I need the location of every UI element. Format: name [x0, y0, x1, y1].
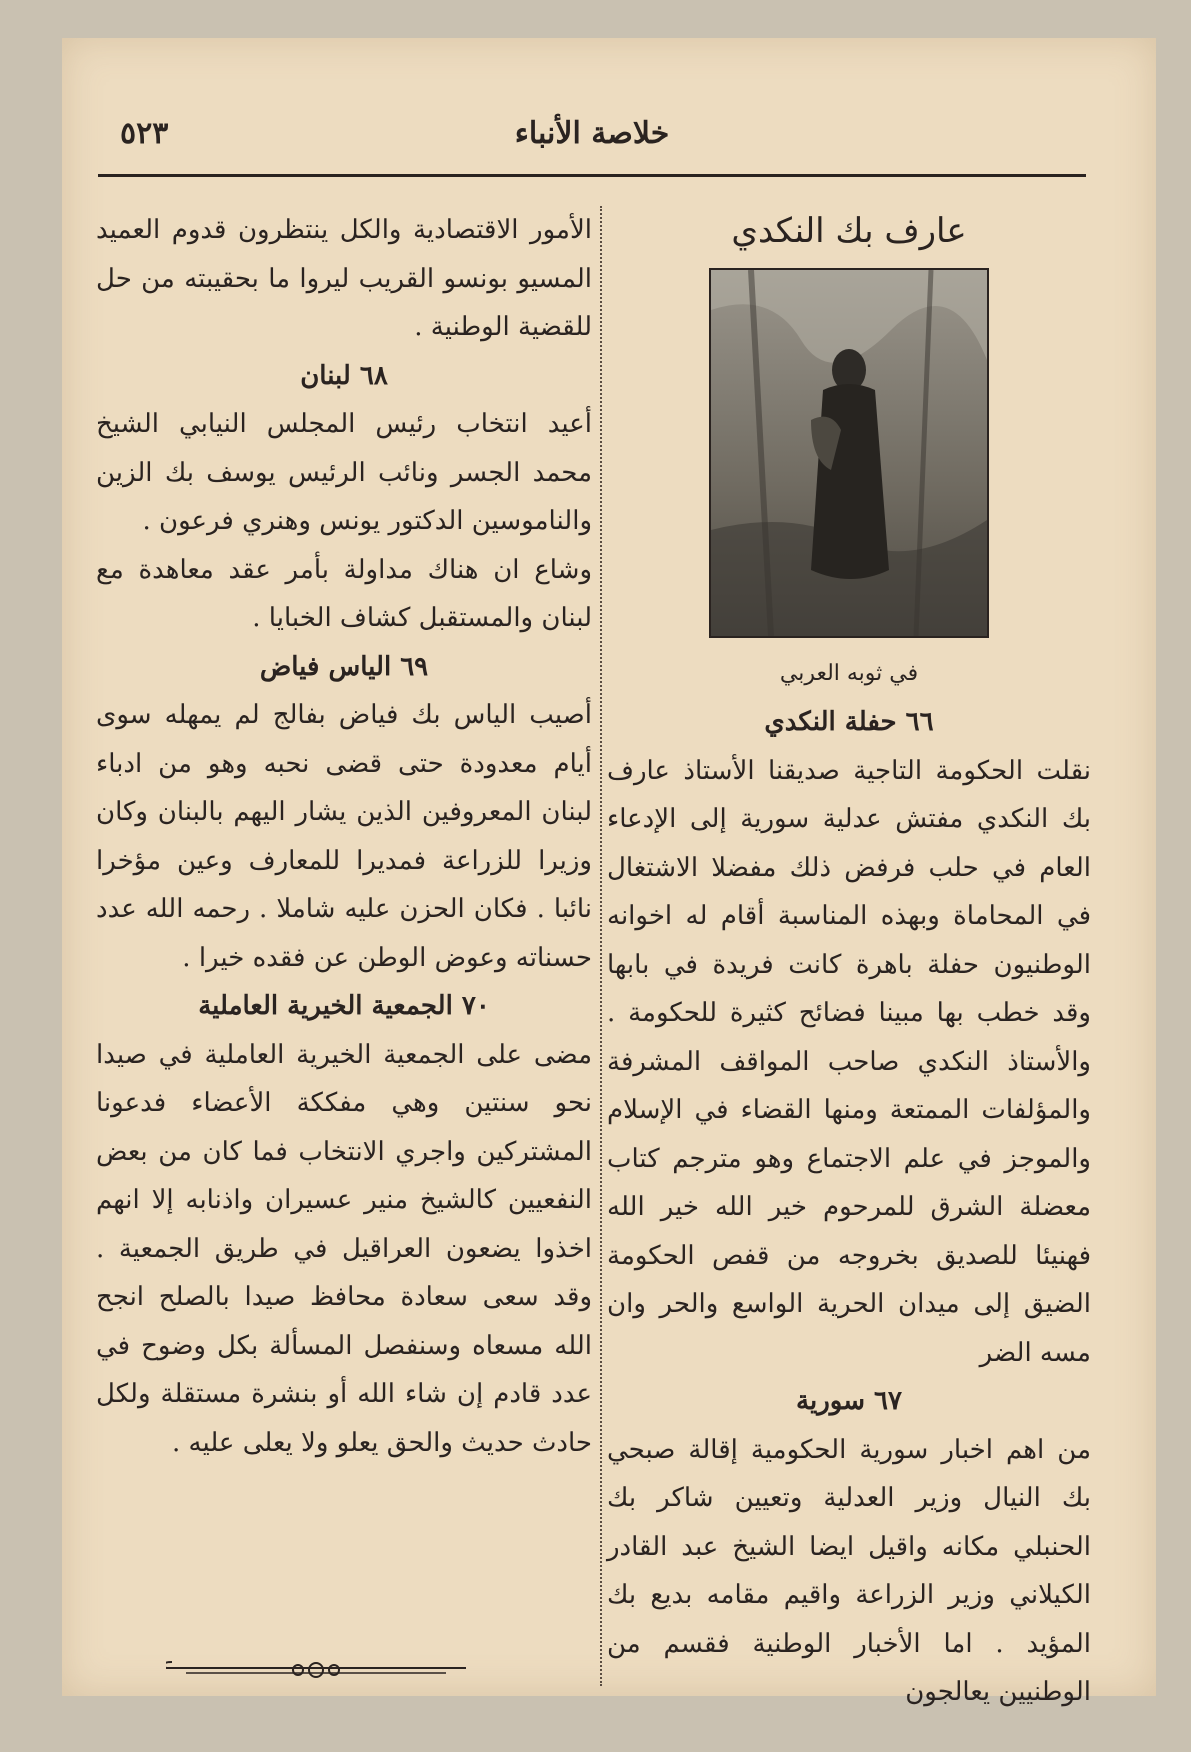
- portrait-photo: [709, 268, 989, 638]
- section-text-67: من اهم اخبار سورية الحكومية إقالة صبحي بك النيال وزير العدلية وتعيين شاكر بك الحنبلي مكانه واقيل ايضا الشيخ عبد القادر الكيلاني وزير الزراعة واقيم مقامه بديع بك المؤيد . اما الأخبار الوطنية فقسم من الوطنيين يعالجون: [607, 1434, 1091, 1707]
- running-title: خلاصة الأنباء: [514, 116, 670, 151]
- section-title-69: ٦٩ الياس فياض: [259, 651, 429, 682]
- page-number: ٥٢٣: [120, 116, 169, 151]
- right-column: [607, 206, 1091, 1717]
- photo-caption: في ثوبه العربي: [779, 661, 919, 686]
- section-text-69: أصيب الياس بك فياض بفالج لم يمهله سوى أيام معدودة حتى قضى نحبه وهو من ادباء لبنان المعروفين الذين يشار اليهم بالبنان وكان وزيرا للزراعة فمديرا للمعارف وعين مؤخرا نائبا . فكان الحزن عليه شاملا . رحمه الله عدد حسناته وعوض الوطن عن فقده خيرا .: [96, 700, 593, 973]
- continued-text: الأمور الاقتصادية والكل ينتظرون قدوم العميد المسيو بونسو القريب ليروا ما بحقيبته من حل للقضية الوطنية .: [96, 215, 592, 342]
- section-title-68: ٦٨ لبنان: [300, 360, 388, 391]
- left-column: [96, 206, 592, 1467]
- section-text-68b: وشاع ان هناك مداولة بأمر عقد معاهدة مع لبنان والمستقبل كشاف الخبايا .: [96, 554, 592, 633]
- end-ornament: [166, 1658, 466, 1682]
- section-text-68a: أعيد انتخاب رئيس المجلس النيابي الشيخ محمد الجسر ونائب الرئيس يوسف بك الزين والناموسين الدكتور يونس وهنري فرعون .: [96, 409, 592, 536]
- page-header: [98, 116, 1086, 182]
- column-divider: [600, 206, 602, 1686]
- document-page: [62, 38, 1156, 1707]
- section-title-66: ٦٦ حفلة النكدي: [764, 707, 934, 737]
- header-rule: [98, 174, 1086, 177]
- portrait-heading: عارف بك النكدي: [731, 211, 967, 251]
- section-text-66: نقلت الحكومة التاجية صديقنا الأستاذ عارف بك النكدي مفتش عدلية سورية إلى الإدعاء العام في حلب فرفض ذلك مفضلا الاشتغال في المحاماة وبهذه المناسبة أقام له اخوانه الوطنيون حفلة باهرة كانت فريدة في بابها وقد خطب بها مبينا فضائح كثيرة للحكومة . والأستاذ النكدي صاحب المواقف المشرفة والمؤلفات الممتعة ومنها القضاء في الإسلام والموجز في علم الاجتماع وهو مترجم كتاب معضلة الشرق للمرحوم خير الله خير الله فهنيئا للصديق بخروجه من قفص الحكومة الضيق إلى ميدان الحرية الواسع والحر وان مسه الضر: [607, 755, 1091, 1368]
- section-text-70: مضى على الجمعية الخيرية العاملية في صيدا نحو سنتين وهي مفككة الأعضاء فدعونا المشتركين واجري الانتخاب فما كان من بعض النفعيين كالشيخ منير عسيران واذنابه إلا انهم اخذوا يضعون العراقيل في طريق الجمعية . وقد سعى سعادة محافظ صيدا بالصلح انجح الله مسعاه وسنفصل المسألة بكل وضوح في عدد قادم إن شاء الله أو بنشرة مستقلة ولكل حادث حديث والحق يعلو ولا يعلى عليه .: [96, 1039, 592, 1458]
- section-title-70: ٧٠ الجمعية الخيرية العاملية: [198, 991, 490, 1021]
- section-title-67: ٦٧ سورية: [796, 1386, 902, 1416]
